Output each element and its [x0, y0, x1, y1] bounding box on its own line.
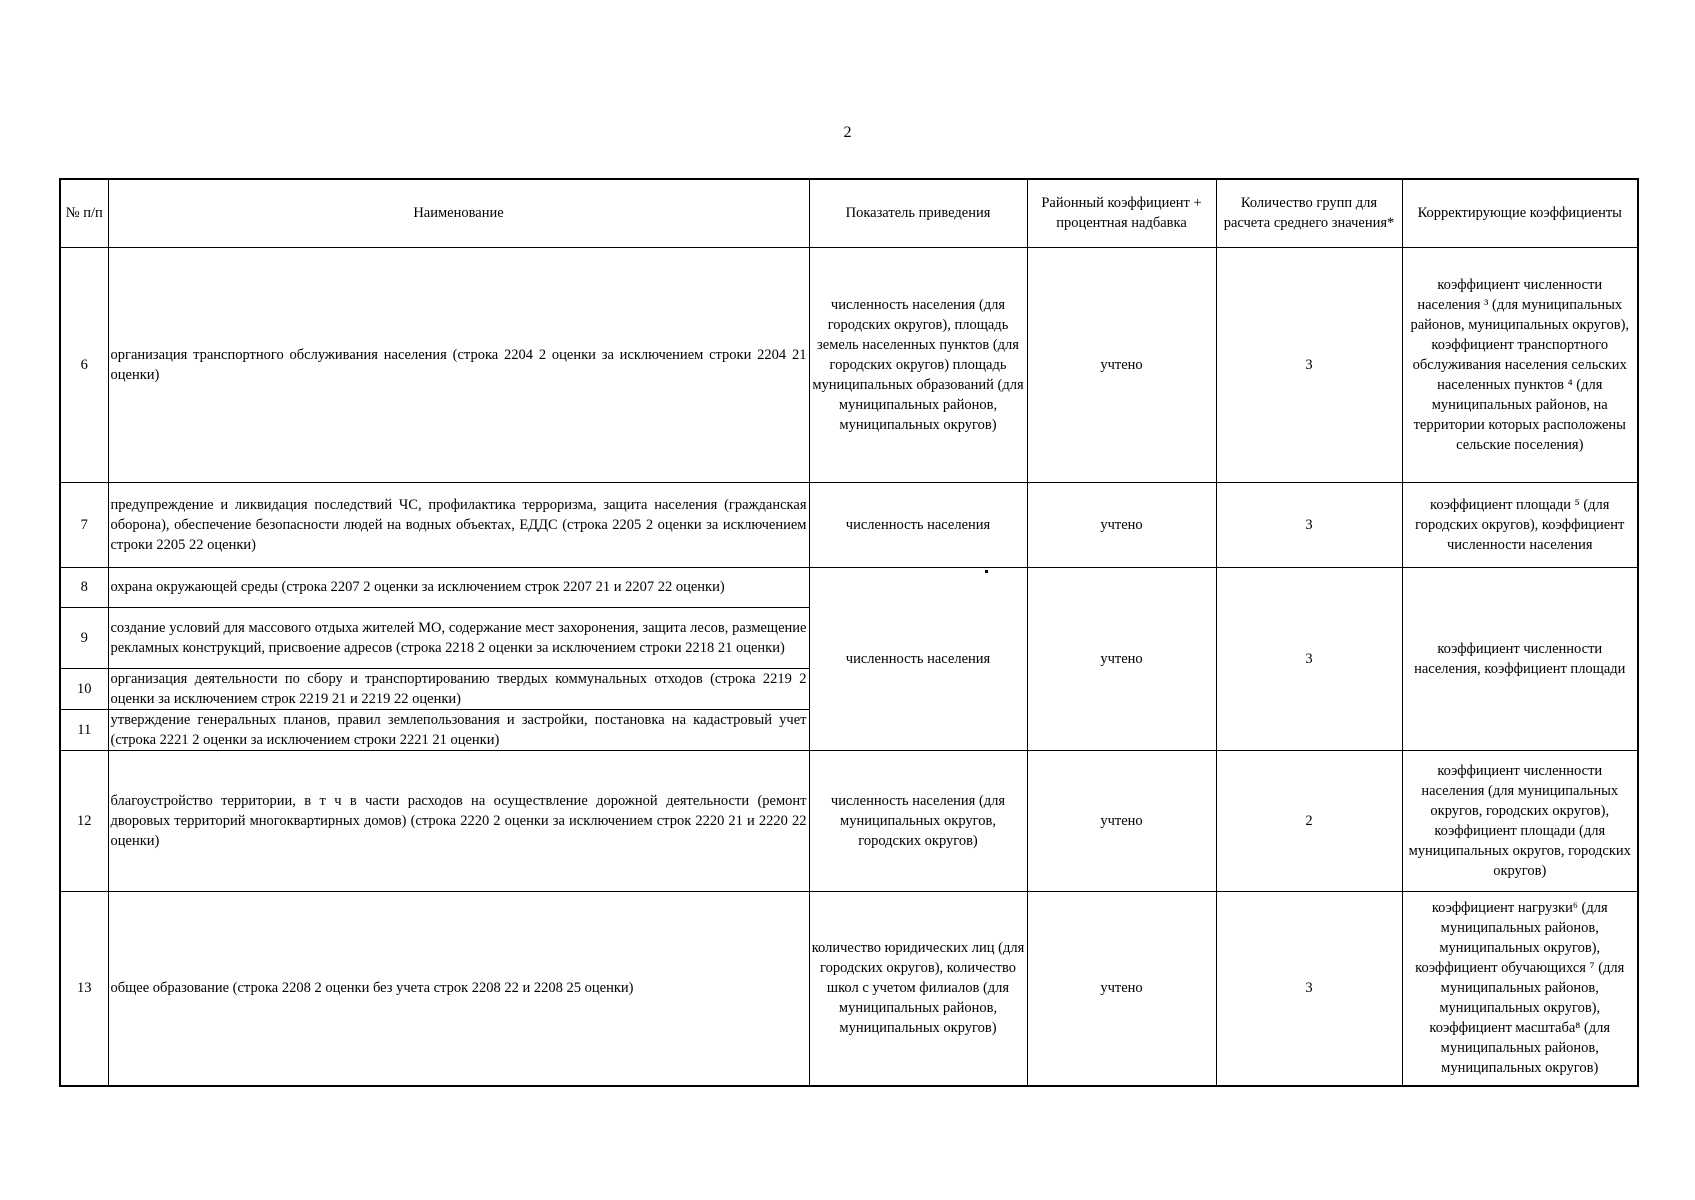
row-groups: 2	[1216, 750, 1402, 891]
row-name: предупреждение и ликвидация последствий ЧС, профилактика терроризма, защита населения (гражданская оборона), обеспечение безопасности людей на водных объектах, ЕДДС (строка 2205 2 оценки за исключением строки 2205 22 оценки)	[108, 482, 809, 567]
group-coefficient: учтено	[1027, 567, 1216, 750]
row-indicator: количество юридических лиц (для городских округов), количество школ с учетом филиалов (для муниципальных районов, муниципальных округов)	[809, 891, 1027, 1086]
row-num: 6	[60, 247, 108, 482]
row-correcting: коэффициент численности населения (для муниципальных округов, городских округов), коэффициент площади (для муниципальных округов, городских округов)	[1402, 750, 1638, 891]
group-correcting: коэффициент численности населения, коэффициент площади	[1402, 567, 1638, 750]
row-name: утверждение генеральных планов, правил землепользования и застройки, постановка на кадастровый учет (строка 2221 2 оценки за исключением строки 2221 21 оценки)	[108, 709, 809, 750]
header-name: Наименование	[108, 179, 809, 247]
header-correcting: Корректирующие коэффициенты	[1402, 179, 1638, 247]
row-indicator: численность населения (для городских округов), площадь земель населенных пунктов (для городских округов) площадь муниципальных образований (для муниципальных районов, муниципальных округов)	[809, 247, 1027, 482]
row-indicator: численность населения (для муниципальных округов, городских округов)	[809, 750, 1027, 891]
row-num: 12	[60, 750, 108, 891]
header-num: № п/п	[60, 179, 108, 247]
table-row	[60, 482, 1638, 567]
header-indicator: Показатель приведения	[809, 179, 1027, 247]
row-name: организация деятельности по сбору и транспортированию твердых коммунальных отходов (строка 2219 2 оценки за исключением строк 2219 21 и 2219 22 оценки)	[108, 668, 809, 709]
row-indicator: численность населения	[809, 482, 1027, 567]
header-groups: Количество групп для расчета среднего значения*	[1216, 179, 1402, 247]
row-name: охрана окружающей среды (строка 2207 2 оценки за исключением строк 2207 21 и 2207 22 оценки)	[108, 567, 809, 607]
table-header-row	[60, 179, 1638, 247]
table-row	[60, 750, 1638, 891]
row-coefficient: учтено	[1027, 247, 1216, 482]
group-indicator: численность населения	[809, 567, 1027, 750]
header-coefficient: Районный коэффициент + процентная надбавка	[1027, 179, 1216, 247]
row-groups: 3	[1216, 482, 1402, 567]
table-row	[60, 567, 1638, 607]
row-name: благоустройство территории, в т ч в части расходов на осуществление дорожной деятельности (ремонт дворовых территорий многоквартирных домов) (строка 2220 2 оценки за исключением строк 2220 21 и 2220 22 оценки)	[108, 750, 809, 891]
row-num: 10	[60, 668, 108, 709]
row-correcting: коэффициент нагрузки⁶ (для муниципальных районов, муниципальных округов), коэффициент обучающихся ⁷ (для муниципальных районов, муниципальных округов), коэффициент масштаба⁸ (для муниципальных районов, муниципальных округов)	[1402, 891, 1638, 1086]
row-name: создание условий для массового отдыха жителей МО, содержание мест захоронения, защита лесов, размещение рекламных конструкций, присвоение адресов (строка 2218 2 оценки за исключением строки 2218 21 оценки)	[108, 607, 809, 668]
table-row	[60, 891, 1638, 1086]
row-correcting: коэффициент площади ⁵ (для городских округов), коэффициент численности населения	[1402, 482, 1638, 567]
row-coefficient: учтено	[1027, 750, 1216, 891]
table-row	[60, 247, 1638, 482]
row-name: организация транспортного обслуживания населения (строка 2204 2 оценки за исключением строки 2204 21 оценки)	[108, 247, 809, 482]
row-groups: 3	[1216, 247, 1402, 482]
row-num: 7	[60, 482, 108, 567]
row-correcting: коэффициент численности населения ³ (для муниципальных районов, муниципальных округов), коэффициент транспортного обслуживания населения сельских населенных пунктов ⁴ (для муниципальных районов, на территории которых расположены сельские поселения)	[1402, 247, 1638, 482]
coefficients-table	[59, 178, 1639, 1087]
page-number: 2	[843, 124, 852, 141]
row-coefficient: учтено	[1027, 891, 1216, 1086]
row-name: общее образование (строка 2208 2 оценки без учета строк 2208 22 и 2208 25 оценки)	[108, 891, 809, 1086]
row-num: 11	[60, 709, 108, 750]
group-groups: 3	[1216, 567, 1402, 750]
row-coefficient: учтено	[1027, 482, 1216, 567]
row-num: 9	[60, 607, 108, 668]
row-num: 13	[60, 891, 108, 1086]
row-num: 8	[60, 567, 108, 607]
row-groups: 3	[1216, 891, 1402, 1086]
